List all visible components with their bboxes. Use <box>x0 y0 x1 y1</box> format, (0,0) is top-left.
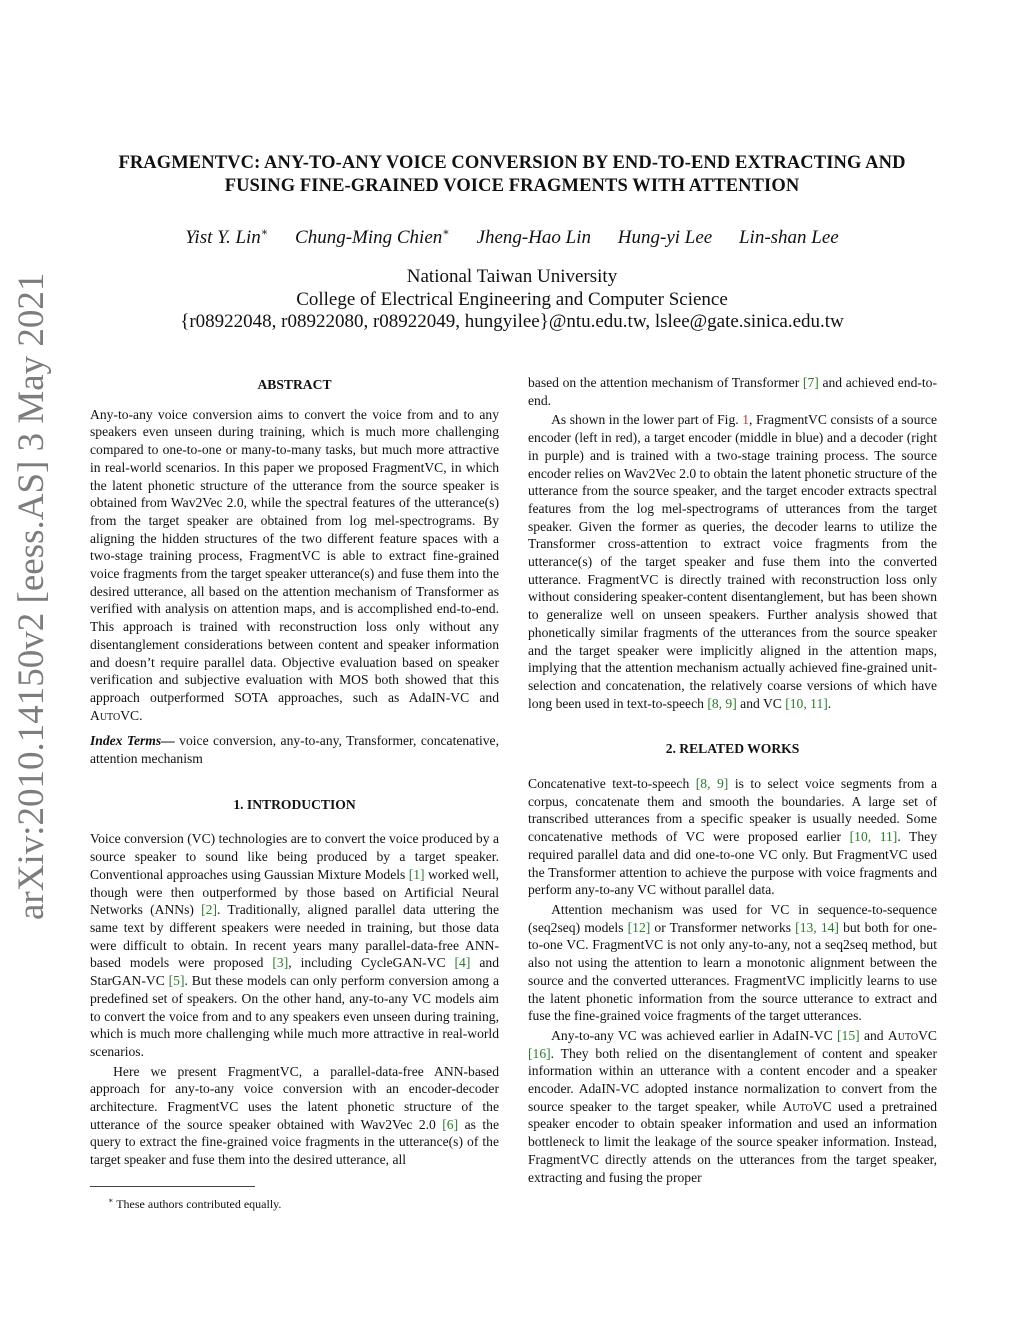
citation-link[interactable]: [8, 9] <box>695 776 729 792</box>
citation-link[interactable]: [10, 11] <box>849 829 898 845</box>
citation-link[interactable]: [15] <box>837 1027 860 1043</box>
abstract-text: Any-to-any voice conversion aims to convert the voice from and to any speakers even unseen during training, which is much more challenging compared to one-to-one or many-to-many tasks, but much more attractive in real-world scenarios. In this paper we proposed FragmentVC, in which the latent phonetic structure of the utterance from the source speaker is obtained from Wav2Vec 2.0, while the spectral features of the utterance(s) from the target speaker are obtained from log mel-spectrograms. By aligning the hidden structures of the two different feature spaces with a two-stage training process, FragmentVC is able to extract fine-grained voice fragments from the target speaker utterance(s) and fuse them into the desired utterance, all based on the attention mechanism of Transformer as verified with analysis on attention maps, and is accomplished end-to-end. This approach is trained with reconstruction loss only without any disentanglement considerations between content and speaker information and doesn’t require parallel data. Objective evaluation based on speaker verification and subjective evaluation with MOS both showed that this approach outperformed SOTA approaches, such as AdaIN-VC and AutoVC. <box>90 406 499 723</box>
intro-paragraph-1: Voice conversion (VC) technologies are to convert the voice produced by a source speaker to sound like being produced by a target speaker. Conventional approaches using Gaussian Mixture Models [1] worked well, though were then outperformed by those based on Artificial Neural Networks (ANNs) [2]. Traditionally, aligned parallel data uttering the same text by different speakers were needed in training, but those data were difficult to obtain. In recent years many parallel-data-free ANN-based models were proposed [3], including CycleGAN-VC [4] and StarGAN-VC [5]. But these models can only perform conversion among a predefined set of speakers. On the other hand, any-to-any VC models aim to convert the voice from and to any speakers even unseen during training, which is much more challenging while much more attractive in real-world scenarios. <box>90 831 500 1059</box>
citation-link[interactable]: [7] <box>802 375 819 390</box>
related-paragraph-1: Concatenative text-to-speech [8, 9] is to select voice segments from a corpus, concatenate them and smooth the boundaries. A large set of transcribed utterances from a specific speaker is usually needed. Some concatenative methods of VC were proposed earlier [10, 11]. They required parallel data and did one-to-one VC only. But FragmentVC used the Transformer attention to achieve the purpose with voice fragments and perform any-to-any VC without parallel data. <box>528 776 937 898</box>
citation-link[interactable]: [2] <box>201 902 218 918</box>
introduction-heading: 1. INTRODUCTION <box>233 796 356 812</box>
index-terms: Index Terms— voice conversion, any-to-any, Transformer, concatenative, attention mechanism <box>90 733 499 767</box>
intro-paragraph-3: As shown in the lower part of Fig. 1, FragmentVC consists of a source encoder (left in red), a target encoder (middle in blue) and a decoder (right in purple) and is trained with a two-stage training process. The source encoder relies on Wav2Vec 2.0 to obtain the latent phonetic structure of the utterance from the source speaker, and the target encoder extracts spectral features from the log mel-spectrograms of utterances from the target speaker. Given the former as queries, the decoder learns to utilize the Transformer cross-attention to extract voice fragments from the utterance(s) of the target speaker and fuse them into the converted utterance. FragmentVC is directly trained with reconstruction loss only without considering speaker-content disentanglement, but has been shown to generalize well on unseen speakers. Further analysis showed that phonetically similar fragments of the utterances from the source speaker and the target speaker were implicitly aligned in the attention maps, implying that the attention mechanism actually achieved fine-grained unit-selection and concatenation, the relatively coarse versions of which have long been used in text-to-speech [8, 9] and VC [10, 11]. <box>528 412 937 711</box>
affiliation-block <box>70 266 954 334</box>
citation-link[interactable]: [4] <box>454 955 471 971</box>
related-paragraph-3: Any-to-any VC was achieved earlier in AdaIN-VC [15] and AutoVC [16]. They both relied on the disentanglement of content and speaker information within an utterance with a content encoder and a speaker encoder. AdaIN-VC adopted instance normalization to convert from the source speaker to the target speaker, while AutoVC used a pretrained speaker encoder to obtain speaker information and used an information bottleneck to limit the leakage of the source speaker information. Instead, FragmentVC directly attends on the utterances from the target speaker, extracting and fusing the proper <box>528 1027 937 1185</box>
title-line-1: FRAGMENTVC: ANY-TO-ANY VOICE CONVERSION BY END-TO-END EXTRACTING AND <box>118 153 906 173</box>
title-line-2: FUSING FINE-GRAINED VOICE FRAGMENTS WITH ATTENTION <box>224 176 800 196</box>
author-list <box>70 220 954 251</box>
author: Lin-shan Lee <box>738 227 839 249</box>
intro-continuation: based on the attention mechanism of Transformer [7] and achieved end-to-end. <box>528 375 937 408</box>
citation-link[interactable]: [6] <box>442 1116 459 1132</box>
citation-link[interactable]: [10, 11] <box>785 695 828 711</box>
arxiv-identifier-stamp: arXiv:2010.14150v2 [eess.AS] 3 May 2021 <box>11 272 52 920</box>
citation-link[interactable]: [1] <box>408 866 425 882</box>
citation-link[interactable]: [5] <box>168 973 185 989</box>
left-column <box>90 374 499 1169</box>
abstract-heading: ABSTRACT <box>257 377 332 392</box>
author-emails: {r08922048, r08922080, r08922049, hungyilee}@ntu.edu.tw, lslee@gate.sinica.edu.tw <box>180 311 844 332</box>
citation-link[interactable]: [8, 9] <box>707 695 737 711</box>
citation-link[interactable]: [13, 14] <box>795 919 839 935</box>
citation-link[interactable]: [12] <box>627 919 651 935</box>
related-works-heading: 2. RELATED WORKS <box>665 741 800 757</box>
intro-paragraph-2: Here we present FragmentVC, a parallel-data-free ANN-based approach for any-to-any voice conversion with an encoder-decoder architecture. FragmentVC uses the latent phonetic structure of the utterance of the source speaker obtained with Wav2Vec 2.0 [6] as the query to extract the fine-grained voice fragments in the utterance(s) of the target speaker and fuse them into the desired utterance, all <box>90 1063 499 1168</box>
author: Yist Y. Lin∗ <box>185 227 269 249</box>
related-paragraph-2: Attention mechanism was used for VC in sequence-to-sequence (seq2seq) models [12] or Transformer networks [13, 14] but both for one-to-one VC. FragmentVC is not only any-to-any, not a seq2seq method, but also not using the attention to learn a monotonic alignment between the source and the converted utterances. FragmentVC implicitly learns to use the latent phonetic information from the source utterance to extract and fuse the fine-grained voice fragments of the target utterances. <box>528 901 938 1024</box>
paper-title <box>70 152 954 198</box>
citation-link[interactable]: [16] <box>528 1045 551 1061</box>
university-name: National Taiwan University <box>406 266 618 287</box>
citation-link[interactable]: [3] <box>272 955 289 971</box>
author: Hung-yi Lee <box>617 227 713 249</box>
right-column <box>528 374 937 1186</box>
author: Chung-Ming Chien∗ <box>295 227 450 249</box>
footnote: ∗ These authors contributed equally. <box>108 1196 282 1211</box>
footnote-divider <box>90 1186 255 1187</box>
college-name: College of Electrical Engineering and Computer Science <box>296 288 728 310</box>
figure-link[interactable]: 1 <box>742 412 749 428</box>
author: Jheng-Hao Lin <box>476 227 592 249</box>
